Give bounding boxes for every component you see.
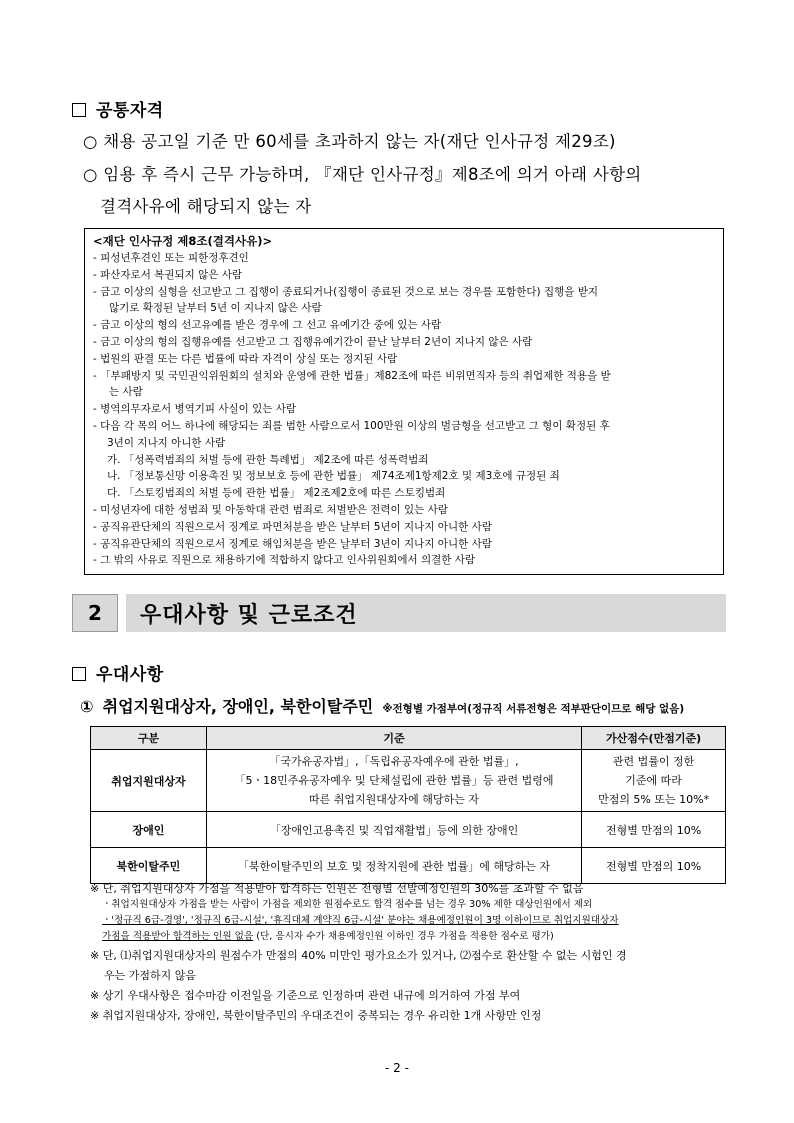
disqual-line: - 미성년자에 대한 성범죄 및 아동학대 관련 범죄로 처벌받은 전력이 있는 사람 (93, 503, 448, 516)
disqual-line: - 병역의무자로서 병역기피 사실이 있는 사람 (93, 403, 297, 416)
square-bullet-icon (72, 667, 86, 681)
table-cell-category: 장애인 (91, 812, 207, 848)
score-line: 기준에 따라 (625, 774, 682, 787)
table-header-row (91, 727, 726, 750)
section-heading-common: 공통자격 (72, 96, 164, 121)
section-heading-pref: 우대사항 (72, 660, 164, 685)
table-cell-category: 취업지원대상자 (91, 750, 207, 812)
table-row (91, 848, 726, 884)
disqual-line: 다. 「스토킹범죄의 처벌 등에 관한 법률」 제2조제2호에 따른 스토킹범죄 (107, 487, 446, 500)
table-row (91, 750, 726, 812)
criteria-line: 따른 취업지원대상자에 해당하는 자 (309, 793, 479, 806)
table-cell-criteria: 「북한이탈주민의 보호 및 정착지원에 관한 법률」에 해당하는 자 (206, 848, 581, 884)
disqual-line: 가. 「성폭력범죄의 처벌 등에 관한 특례법」 제2조에 따른 성폭력범죄 (107, 453, 429, 466)
note-line: ※ 상기 우대사항은 접수마감 이전일을 기준으로 인정하며 관련 내규에 의거하여 가점 부여 (90, 989, 521, 1002)
disqualification-box-title: <재단 인사규정 제8조(결격사유)> (93, 234, 273, 248)
disqual-line: 않기로 확정된 날부터 5년 이 지나지 않은 사람 (109, 302, 322, 315)
score-line: 관련 법률이 정한 (612, 755, 695, 768)
disqual-line: 는 사람 (109, 386, 143, 399)
disqual-line: - 「부패방지 및 국민권익위원회의 설치와 운영에 관한 법률」제82조에 따른 비위면직자 등의 취업제한 적용을 받 (93, 369, 611, 382)
note-line: ※ 단, 취업지원대상자 가점을 적용받아 합격하는 인원은 전형별 선발예정인원의 30%를 초과할 수 없음 (90, 882, 584, 895)
circle-bullet-icon: ○ (83, 165, 104, 184)
table-row (91, 812, 726, 848)
note-sub-line: ㆍ'정규직 6급-경영', '정규직 6급-시설', '휴직대체 계약직 6급-시설' 분야는 채용예정인원이 3명 이하이므로 취업지원대상자 (102, 915, 619, 926)
disqual-line: - 파산자로서 복권되지 않은 사람 (93, 268, 242, 281)
score-line: 만점의 5% 또는 10%* (598, 793, 710, 806)
table-header: 기준 (206, 727, 581, 750)
table-cell-score: 전형별 만점의 10% (582, 812, 726, 848)
note-sub-line: 가점을 적용받아 합격하는 인원 없음 (단, 응시자 수가 채용예정인원 이하인 경우 가점을 적용한 점수로 평가) (102, 931, 554, 942)
notes-block (90, 880, 730, 1024)
disqual-line: 나. 「정보통신망 이용촉진 및 정보보호 등에 관한 법률」 제74조제1항제2호 및 제3호에 규정된 죄 (107, 470, 560, 483)
preference-table (90, 726, 726, 884)
chapter-number: 2 (72, 594, 118, 632)
square-bullet-icon (72, 103, 86, 117)
note-line: ※ 취업지원대상자, 장애인, 북한이탈주민의 우대조건이 중복되는 경우 유리한 1개 사항만 인정 (90, 1009, 542, 1022)
note-line: 우는 가점하지 않음 (104, 969, 197, 982)
table-cell-criteria: 「장애인고용촉진 및 직업재활법」등에 의한 장애인 (206, 812, 581, 848)
criteria-line: 「5ㆍ18민주유공자예우 및 단체설립에 관한 법률」등 관련 법령에 (234, 774, 554, 787)
common-bullet-2: ○ 임용 후 즉시 근무 가능하며, 『재단 인사규정』제8조에 의거 아래 사항의 (83, 165, 642, 184)
common-bullet-2-cont: 결격사유에 해당되지 않는 자 (100, 197, 312, 216)
table-cell-criteria (206, 750, 581, 812)
disqual-line: - 금고 이상의 형의 선고유예를 받은 경우에 그 선고 유예기간 중에 있는 사람 (93, 319, 442, 332)
common-bullet-1: ○ 채용 공고일 기준 만 60세를 초과하지 않는 자(재단 인사규정 제29조) (83, 132, 616, 151)
disqual-line: - 공직유관단체의 직원으로서 징계로 해임처분을 받은 날부터 3년이 지나지 아니한 사람 (93, 537, 492, 550)
table-header: 가산점수(만점기준) (582, 727, 726, 750)
disqual-line: - 공직유관단체의 직원으로서 징계로 파면처분을 받은 날부터 5년이 지나지 아니한 사람 (93, 520, 492, 533)
circled-number: ① (80, 697, 94, 716)
chapter-title: 우대사항 및 근로조건 (126, 594, 726, 632)
criteria-line: 「국가유공자법」,「독립유공자예우에 관한 법률」, (269, 755, 519, 768)
note-sub-line: ㆍ취업지원대상자 가점을 받는 사람이 가점을 제외한 원점수로도 합격 점수를 넘는 경우 30% 제한 대상인원에서 제외 (102, 899, 593, 910)
table-header: 구분 (91, 727, 207, 750)
table-cell-score (582, 750, 726, 812)
pref-subheading-title: 취업지원대상자, 장애인, 북한이탈주민 (102, 697, 374, 716)
pref-subheading-note: ※전형별 가점부여(정규직 서류전형은 적부판단이므로 해당 없음) (382, 703, 685, 715)
disqual-line: 3년이 지나지 아니한 사람 (107, 436, 226, 449)
table-cell-score: 전형별 만점의 10% (582, 848, 726, 884)
disqual-line: - 피성년후견인 또는 피한정후견인 (93, 252, 249, 264)
disqual-line: - 법원의 판결 또는 다른 법률에 따라 자격이 상실 또는 정지된 사람 (93, 352, 398, 365)
page-number: - 2 - (385, 1061, 409, 1075)
disqual-line: - 그 밖의 사유로 직원으로 채용하기에 적합하지 않다고 인사위원회에서 의결한 사람 (93, 554, 476, 567)
pref-subheading (80, 694, 684, 717)
disqualification-box (84, 228, 724, 575)
disqual-line: - 금고 이상의 실형을 선고받고 그 집행이 종료되거나(집행이 종료된 것으로 보는 경우를 포함한다) 집행을 받지 (93, 285, 598, 298)
disqual-line: - 금고 이상의 형의 집행유예를 선고받고 그 집행유예기간이 끝난 날부터 2년이 지나지 않은 사람 (93, 335, 533, 348)
note-line: ※ 단, ⑴취업지원대상자의 원점수가 만점의 40% 미만인 평가요소가 있거나, ⑵점수로 환산할 수 없는 시험인 경 (90, 949, 627, 962)
circle-bullet-icon: ○ (83, 132, 104, 151)
table-cell-category: 북한이탈주민 (91, 848, 207, 884)
disqual-line: - 다음 각 목의 어느 하나에 해당되는 죄를 범한 사람으로서 100만원 이상의 벌금형을 선고받고 그 형이 확정된 후 (93, 419, 610, 432)
